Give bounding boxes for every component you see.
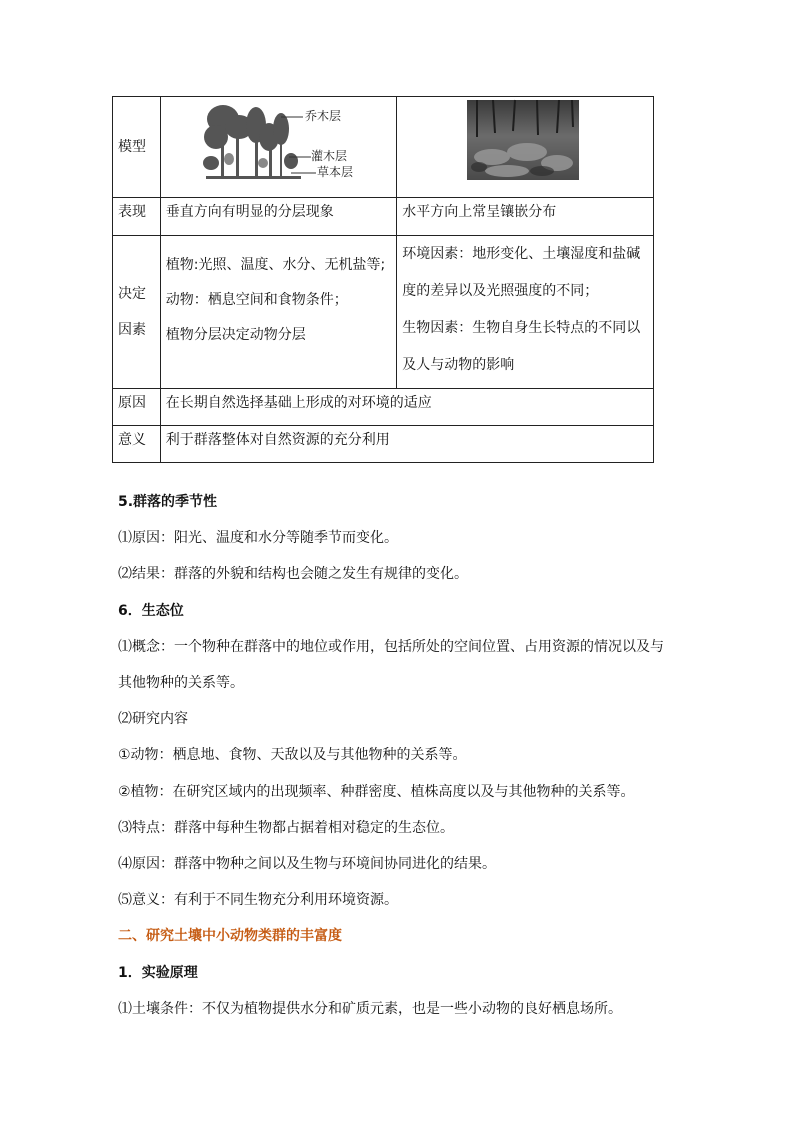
row-head-cause: 原因 bbox=[113, 389, 161, 426]
paragraph-niche-concept: ⑴概念：一个物种在群落中的地位或作用，包括所处的空间位置、占用资源的情况以及与 bbox=[118, 638, 664, 655]
community-structure-table bbox=[112, 96, 654, 463]
horizontal-appearance: 水平方向上常呈镶嵌分布 bbox=[397, 198, 654, 236]
heading-experiment-principle: 1．实验原理 bbox=[118, 964, 198, 981]
paragraph-niche-significance: ⑸意义：有利于不同生物充分利用环境资源。 bbox=[118, 892, 398, 909]
table-row-significance bbox=[113, 426, 654, 463]
vertical-structure-picture-cell bbox=[160, 97, 397, 198]
table-row-appearance bbox=[113, 198, 654, 236]
table-row-model bbox=[113, 97, 654, 198]
row-head-factors-1: 决定 bbox=[118, 286, 146, 302]
paragraph-niche-concept-cont: 其他物种的关系等。 bbox=[118, 675, 244, 692]
row-head-model: 模型 bbox=[113, 97, 161, 198]
heading-seasonality: 5.群落的季节性 bbox=[118, 494, 218, 510]
paragraph-niche-features: ⑶特点：群落中每种生物都占据着相对稳定的生态位。 bbox=[118, 819, 454, 836]
paragraph-niche-animals: ①动物：栖息地、食物、天敌以及与其他物种的关系等。 bbox=[118, 747, 467, 764]
paragraph-seasonality-cause: ⑴原因：阳光、温度和水分等随季节而变化。 bbox=[118, 530, 398, 547]
horizontal-structure-picture-cell bbox=[397, 97, 654, 198]
vertical-forest-illustration bbox=[161, 97, 384, 197]
vertical-factor-layering: 植物分层决定动物分层 bbox=[165, 327, 306, 343]
row-head-factors bbox=[113, 236, 161, 389]
label-herb-layer: 草本层 bbox=[316, 165, 353, 179]
horizontal-factors bbox=[397, 236, 654, 389]
paragraph-seasonality-result: ⑵结果：群落的外貌和结构也会随之发生有规律的变化。 bbox=[118, 566, 468, 583]
label-tree-layer: 乔木层 bbox=[304, 109, 341, 123]
paragraph-niche-plants: ②植物：在研究区域内的出现频率、种群密度、植株高度以及与其他物种的关系等。 bbox=[118, 783, 635, 800]
trees-drawing bbox=[203, 105, 301, 179]
vertical-factor-animals: 动物：栖息空间和食物条件； bbox=[165, 292, 348, 308]
heading-niche: 6．生态位 bbox=[118, 602, 184, 619]
horizontal-factor-bio-1: 生物因素：生物自身生长特点的不同以 bbox=[402, 320, 641, 336]
horizontal-factor-env-1: 环境因素：地形变化、土壤湿度和盐碱 bbox=[402, 246, 641, 262]
section-heading-soil-animals: 二、研究土壤中小动物类群的丰富度 bbox=[118, 928, 342, 945]
table-row-cause bbox=[113, 389, 654, 426]
row-head-appearance: 表现 bbox=[113, 198, 161, 236]
vertical-factor-plants: 植物:光照、温度、水分、无机盐等; bbox=[165, 257, 386, 273]
paragraph-niche-research: ⑵研究内容 bbox=[118, 711, 188, 728]
paragraph-niche-reason: ⑷原因：群落中物种之间以及生物与环境间协同进化的结果。 bbox=[118, 856, 496, 873]
horizontal-factor-env-2: 度的差异以及光照强度的不同； bbox=[402, 283, 599, 299]
document-body bbox=[118, 484, 698, 1027]
label-shrub-layer: 灌木层 bbox=[310, 149, 347, 163]
significance-text: 利于群落整体对自然资源的充分利用 bbox=[160, 426, 653, 463]
row-head-factors-2: 因素 bbox=[118, 322, 146, 338]
horizontal-factor-bio-2: 及人与动物的影响 bbox=[402, 357, 515, 373]
cause-text: 在长期自然选择基础上形成的对环境的适应 bbox=[160, 389, 653, 426]
paragraph-soil-conditions: ⑴土壤条件：不仅为植物提供水分和矿质元素，也是一些小动物的良好栖息场所。 bbox=[118, 1000, 622, 1017]
vertical-factors bbox=[160, 236, 397, 389]
forest-floor-photo bbox=[397, 97, 649, 197]
row-head-significance: 意义 bbox=[113, 426, 161, 463]
table-row-factors bbox=[113, 236, 654, 389]
vertical-appearance: 垂直方向有明显的分层现象 bbox=[160, 198, 397, 236]
